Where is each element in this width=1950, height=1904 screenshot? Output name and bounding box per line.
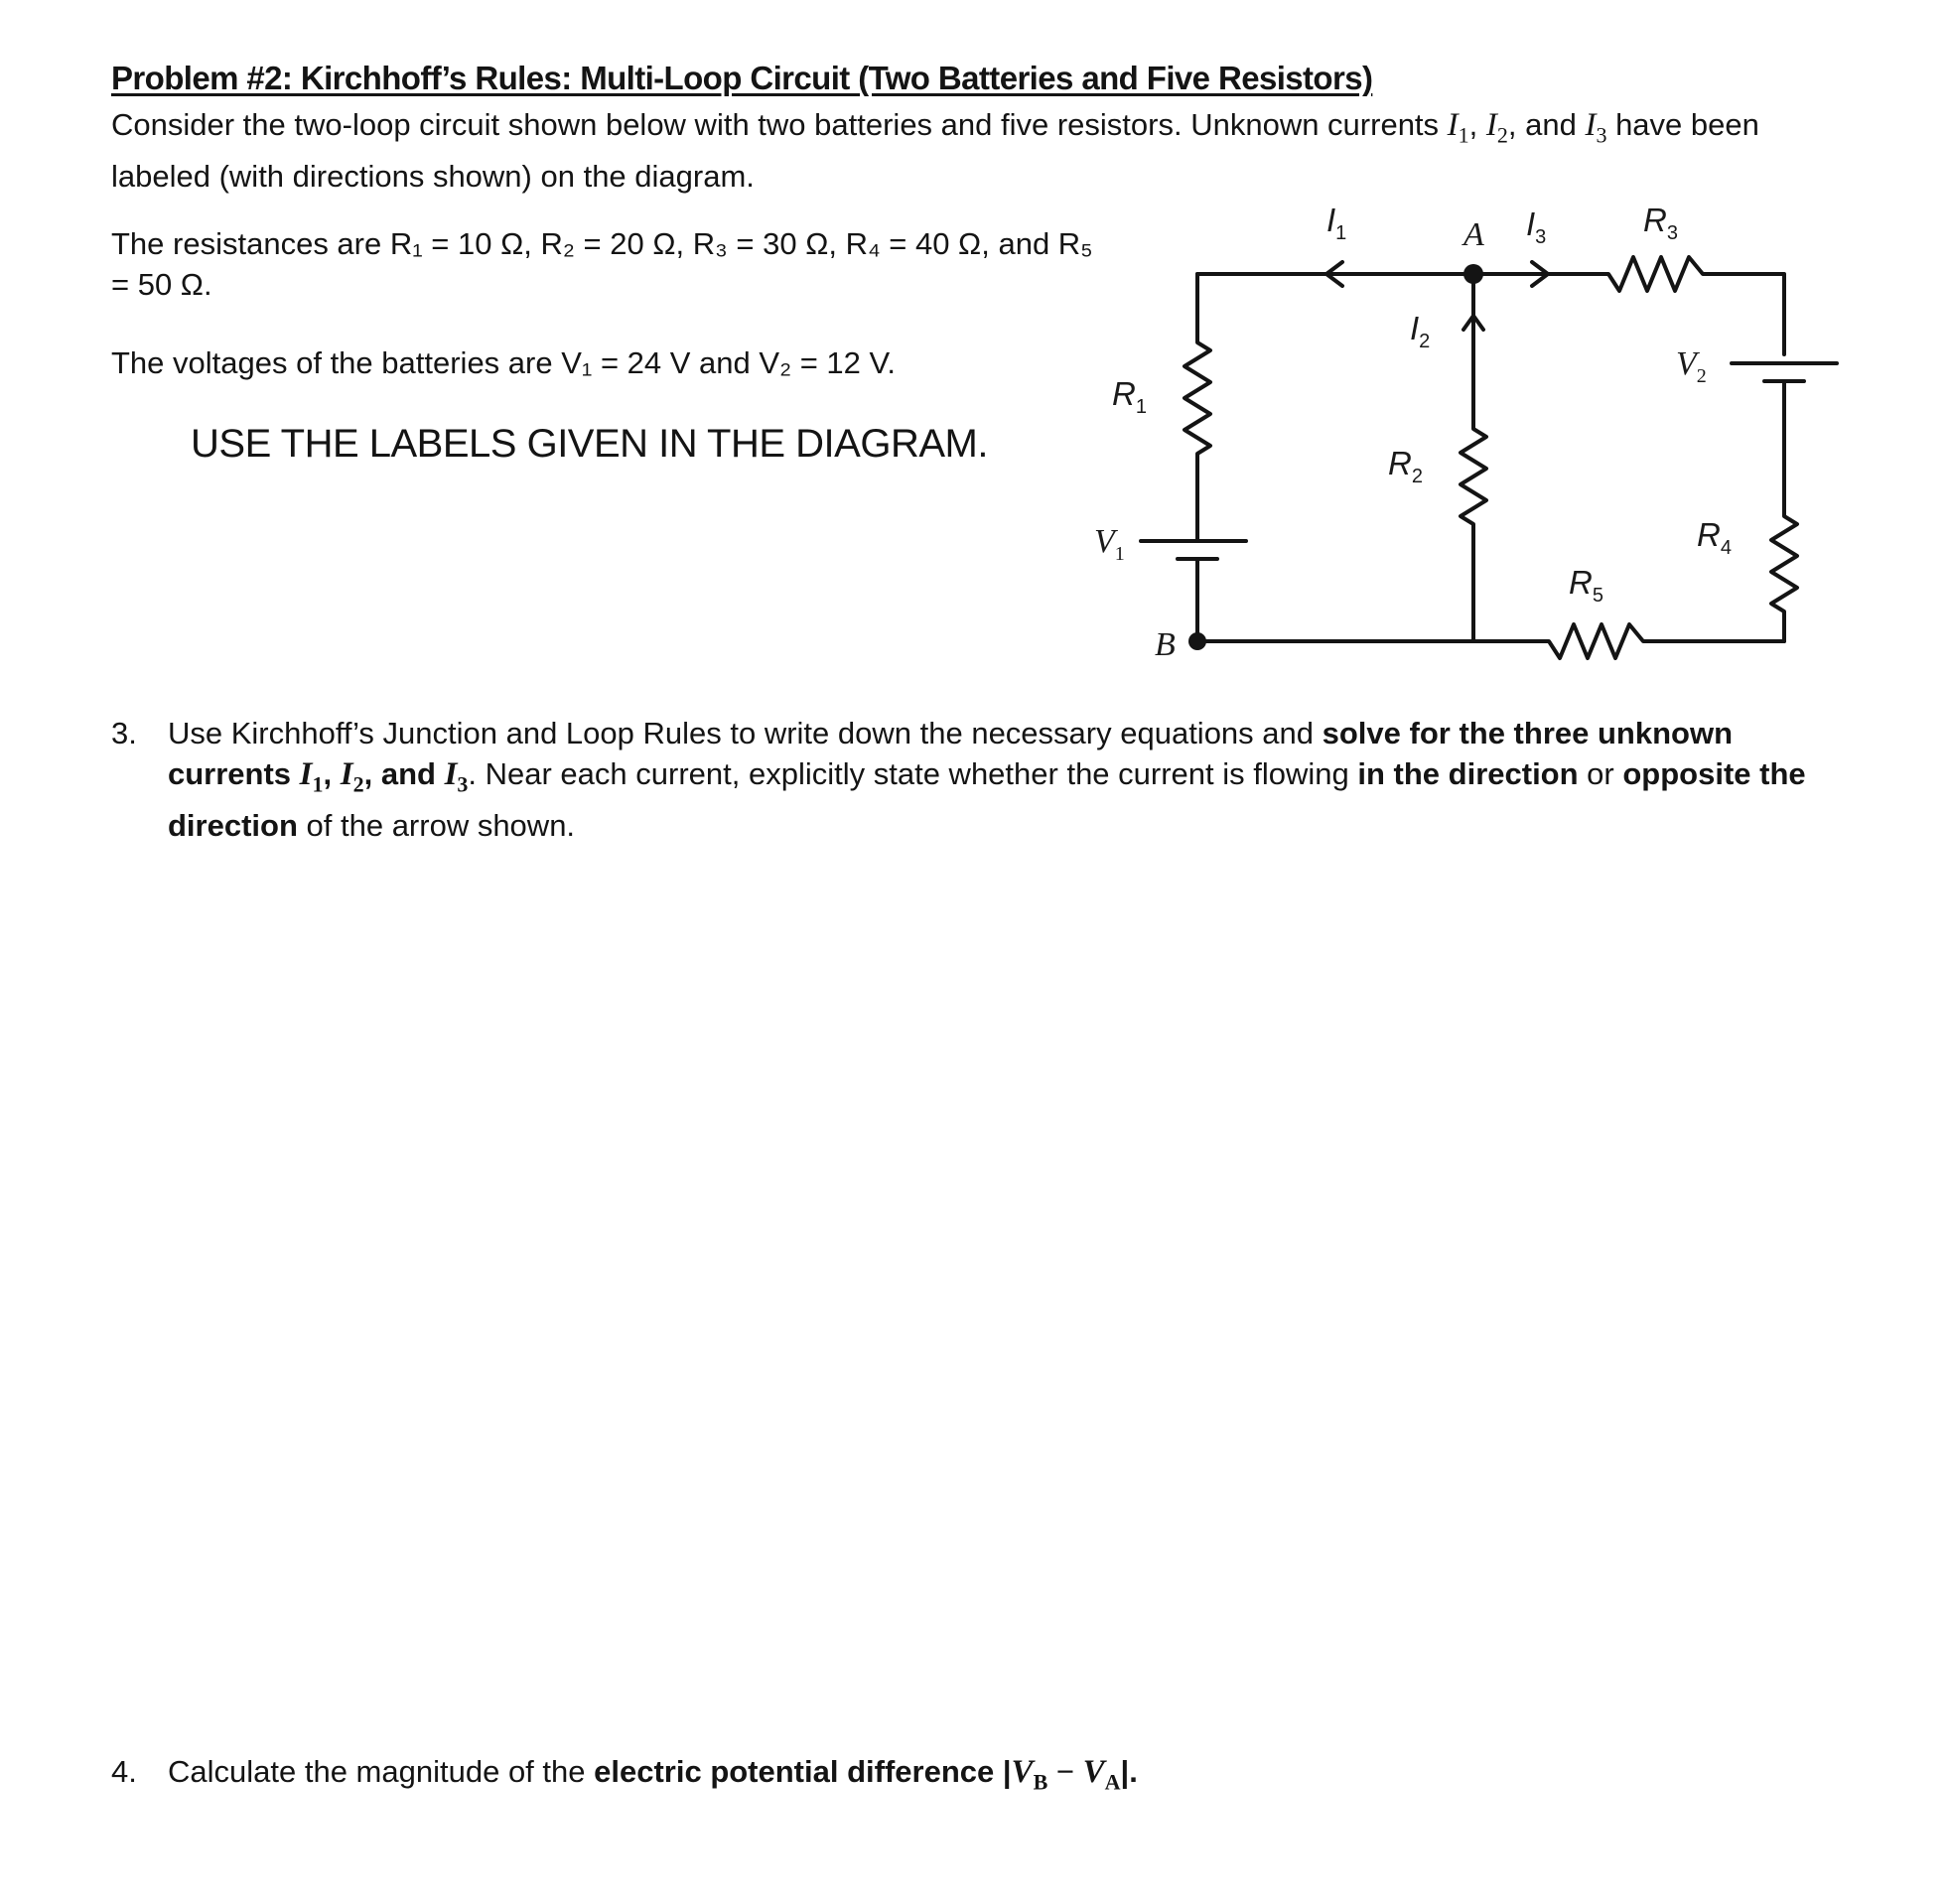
voltages-text: The voltages of the batteries are V₁ = 24 V and V₂ = 12 V. (111, 345, 896, 380)
label-b: B (1155, 626, 1176, 663)
label-r2: $R_2$ (1388, 445, 1423, 487)
battery-v1 (1141, 541, 1246, 559)
label-v2: $V_2$ (1676, 345, 1707, 387)
label-a: A (1463, 216, 1484, 253)
question-4-text: Calculate the magnitude of the electric potential difference $|V_B - V_A|$. (168, 1754, 1138, 1795)
question-4 (111, 1751, 1859, 1803)
instruction-text: USE THE LABELS GIVEN IN THE DIAGRAM. (191, 422, 988, 466)
current-i1-symbol: $I_1$ (1447, 107, 1469, 148)
label-v1: $V_1$ (1094, 523, 1125, 565)
current-i1-symbol: $I_1$ (299, 756, 324, 797)
label-i3: $I_3$ (1526, 205, 1547, 248)
current-i3-symbol: $I_3$ (444, 756, 469, 797)
potential-va-symbol: $V_A$ (1082, 1754, 1121, 1795)
current-i3-symbol: $I_3$ (1585, 107, 1607, 148)
question-4-number: 4. (111, 1754, 137, 1789)
label-r5: $R_5$ (1569, 564, 1603, 607)
label-i2: $I_2$ (1410, 310, 1431, 352)
intro-text-2: have been labeled (with directions shown) on the diagram. (111, 107, 1759, 194)
top-wire-right (1473, 257, 1784, 354)
right-wire (1771, 381, 1797, 641)
intro-text-1: Consider the two-loop circuit shown below with two batteries and five resistors. Unknown currents (111, 107, 1448, 142)
intro-paragraph: Consider the two-loop circuit shown below with two batteries and five resistors. Unknown currents $I_1$, $I_2$, and $I_3$ have been labeled (with directions shown) on the diagram. (111, 107, 1759, 194)
page-title: Problem #2: Kirchhoff’s Rules: Multi-Loop Circuit (Two Batteries and Five Resistors) (111, 60, 1373, 96)
question-3 (111, 713, 1859, 846)
left-wire (1184, 274, 1210, 541)
label-i1: $I_1$ (1326, 202, 1347, 244)
potential-vb-symbol: $V_B$ (1011, 1754, 1048, 1795)
point-b-node (1188, 632, 1206, 650)
label-r3: $R_3$ (1643, 202, 1678, 244)
resistances-text: The resistances are R₁ = 10 Ω, R₂ = 20 Ω, R₃ = 30 Ω, R₄ = 40 Ω, and R₅ = 50 Ω. (111, 226, 1093, 302)
label-r1: $R_1$ (1112, 375, 1147, 418)
bottom-wire (1197, 624, 1784, 658)
junction-a-node (1463, 264, 1483, 284)
battery-v2 (1732, 363, 1837, 381)
current-i2-symbol: $I_2$ (340, 756, 364, 797)
label-r4: $R_4$ (1697, 516, 1732, 559)
question-3-text: Use Kirchhoff’s Junction and Loop Rules to write down the necessary equations and solve for the three unknown currents $I_1$, $I_2$, and $I_3$. Near each current, explicitly state whether the current is flowing in the direction or opposite the direction of the arrow shown. (168, 716, 1806, 843)
current-i2-symbol: $I_2$ (1485, 107, 1508, 148)
question-3-number: 3. (111, 716, 137, 750)
